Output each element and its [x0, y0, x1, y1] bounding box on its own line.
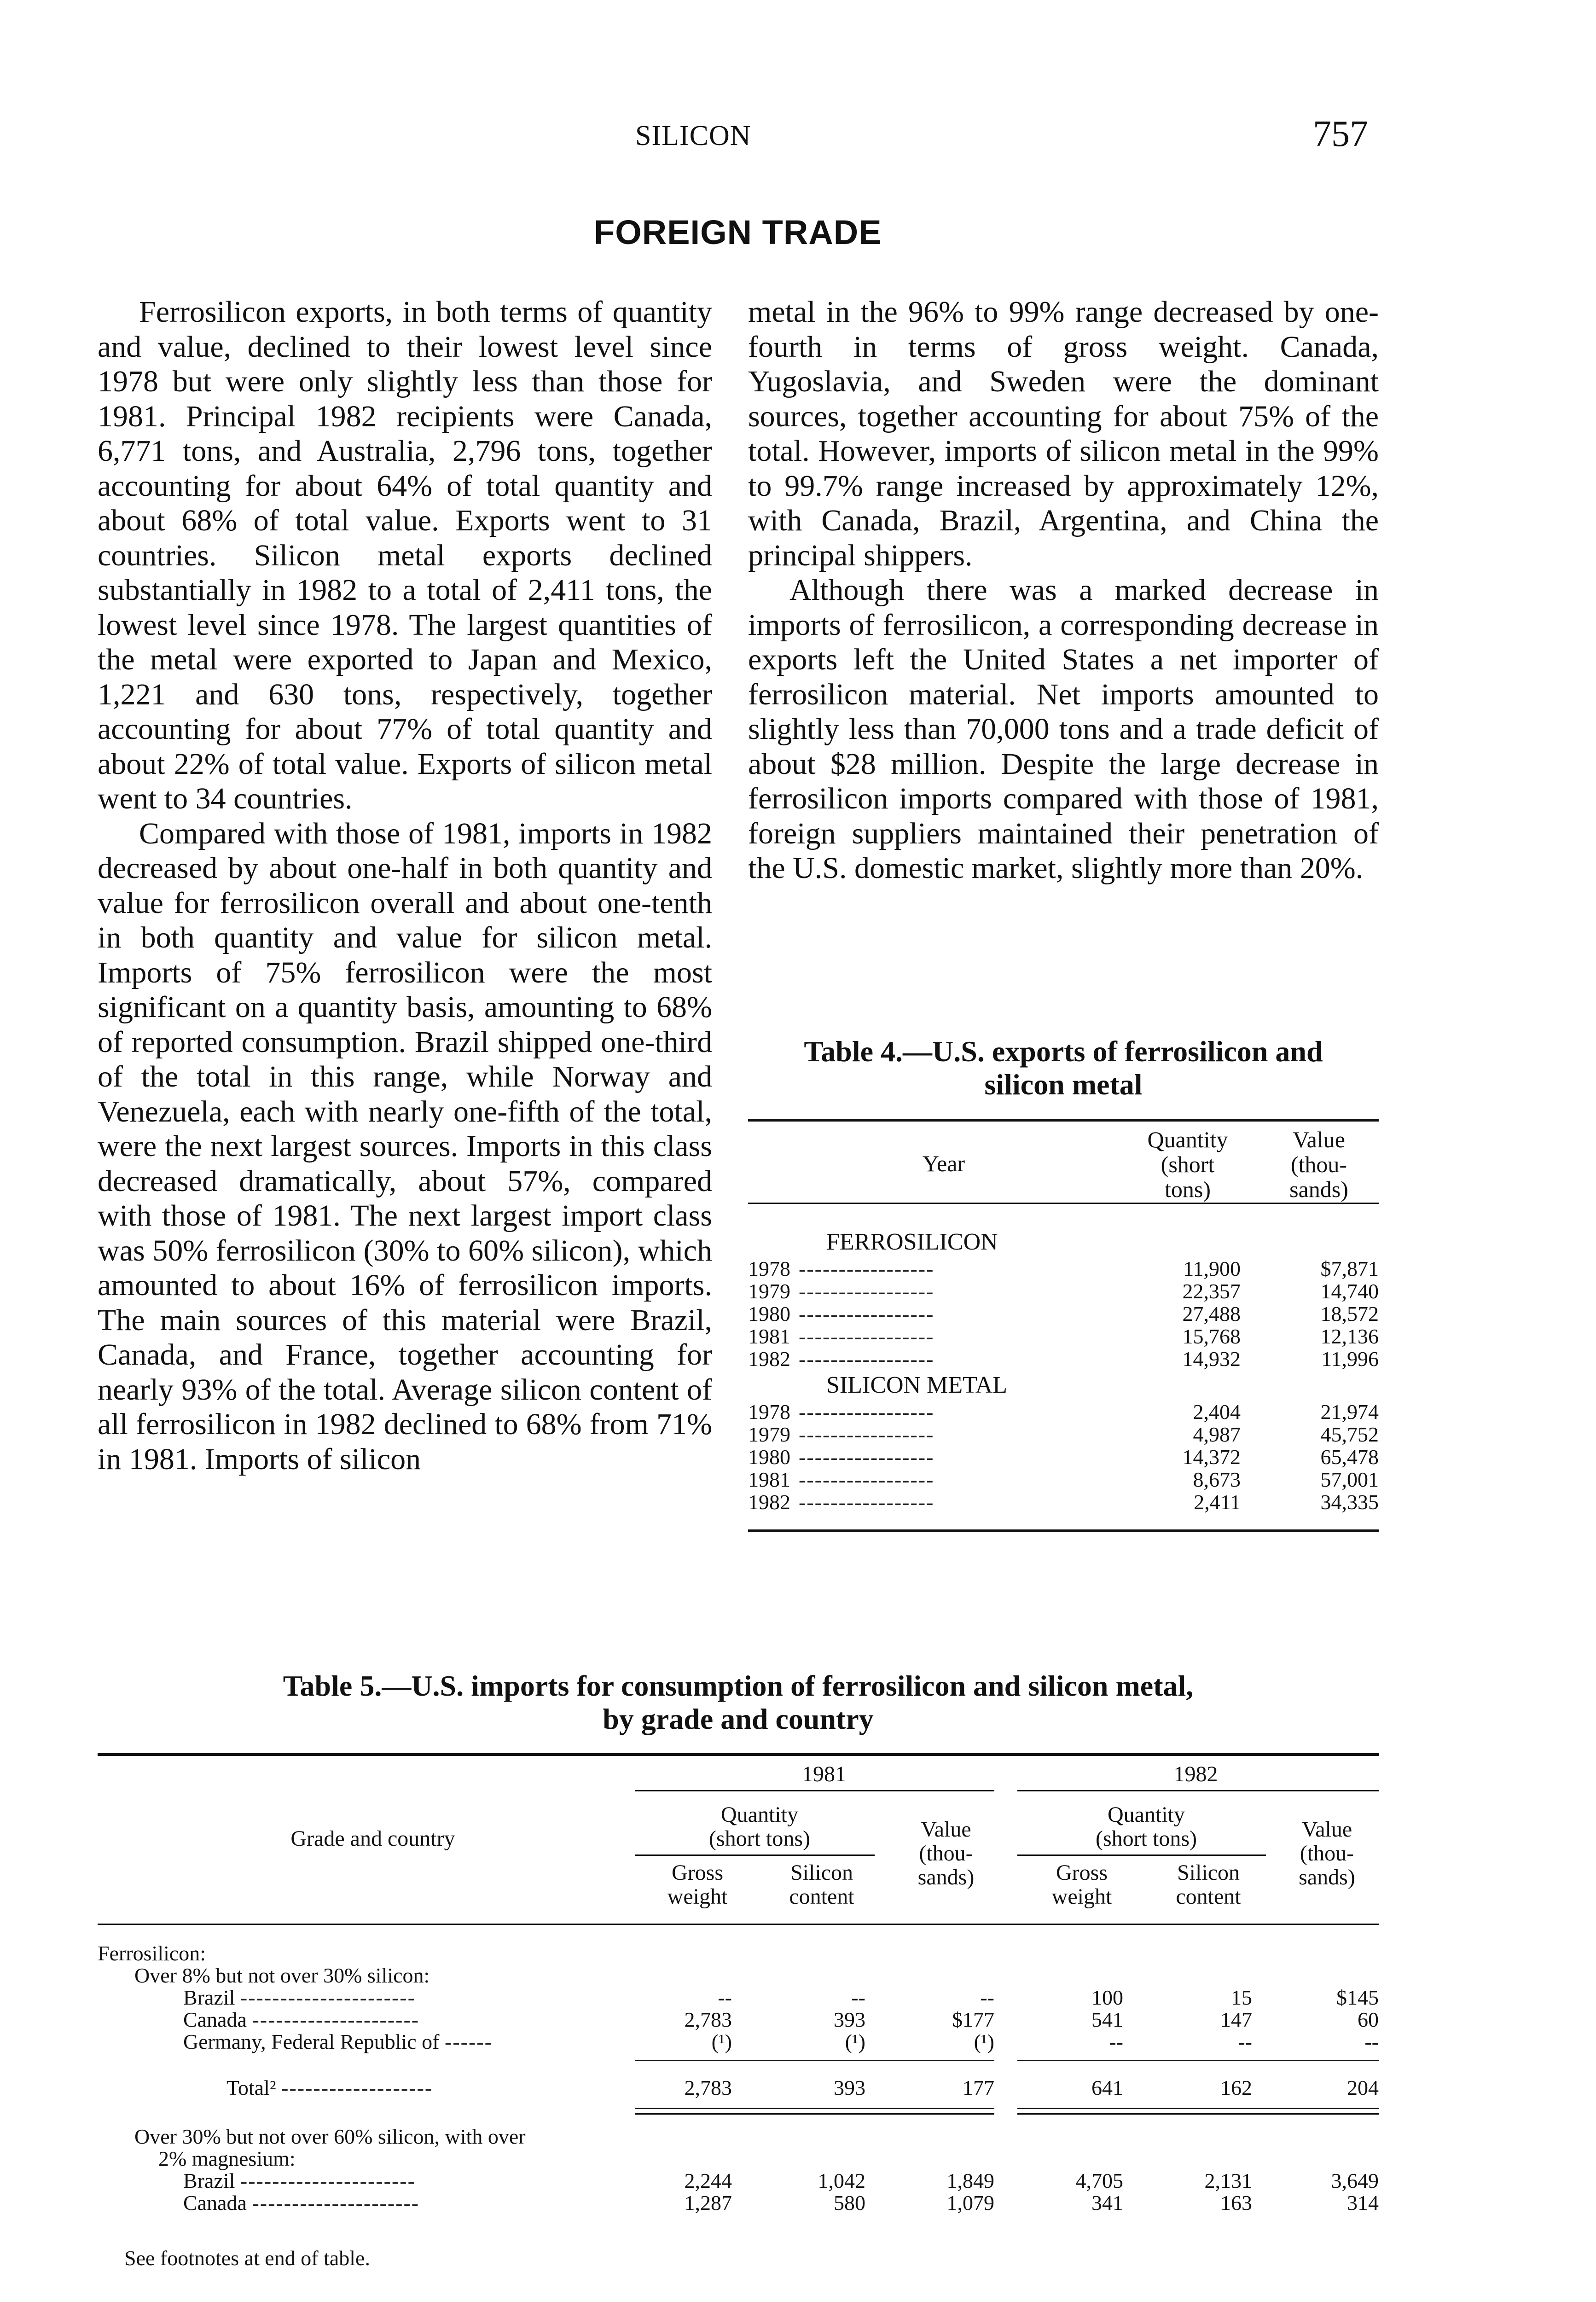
table-row [183, 1987, 416, 2008]
value-cell: 45,752 [1320, 1423, 1379, 1446]
table5-gross-1982 [1017, 1861, 1146, 1909]
cell-value-1982: $145 [1336, 1986, 1379, 2009]
cell-gross-1982: 100 [1091, 1986, 1123, 2009]
cell-gross-1981: 1,287 [684, 2191, 732, 2215]
value-cell: $7,871 [1320, 1257, 1379, 1280]
cell-value-1981: 1,849 [946, 2169, 994, 2192]
cell-silicon-1982: 15 [1231, 1986, 1252, 2009]
table4-col-quantity [1123, 1127, 1252, 1202]
cell-value-1981: 177 [963, 2076, 994, 2099]
leader-dots: ----------------- [799, 1257, 934, 1280]
section-title: FOREIGN TRADE [594, 213, 882, 251]
header-line: content [789, 1884, 854, 1909]
table4-title [748, 1035, 1379, 1101]
quantity-cell: 2,411 [1194, 1490, 1241, 1514]
table5-ferrosilicon-label: Ferrosilicon: [98, 1942, 206, 1965]
table5-gross-1981 [635, 1861, 760, 1909]
value-cell: 12,136 [1320, 1325, 1379, 1348]
header-line: weight [1051, 1884, 1112, 1909]
leader-dots: ---------------------- [240, 1986, 416, 2009]
year-cell: 1982 [748, 1347, 790, 1371]
header-line: sands) [1299, 1865, 1355, 1889]
page-header [0, 114, 1596, 175]
table5-top-rule [98, 1753, 1379, 1756]
quantity-cell: 14,932 [1182, 1347, 1241, 1371]
cell-value-1982: 60 [1358, 2008, 1379, 2031]
leader-dots: ------ [445, 2030, 493, 2053]
table5-title [98, 1669, 1379, 1736]
cell-silicon-1981: (¹) [845, 2030, 865, 2053]
cell-silicon-1982: 163 [1220, 2191, 1252, 2215]
total-label: Total² [226, 2076, 276, 2099]
table5-silicon-1982 [1146, 1861, 1271, 1909]
cell-silicon-1981: 1,042 [818, 2169, 865, 2192]
country-cell: Brazil [183, 2169, 235, 2192]
table-row [183, 2192, 419, 2214]
cell-silicon-1981: 393 [834, 2008, 865, 2031]
table5-quantity-rule-1982 [1017, 1854, 1266, 1856]
table-row [748, 1325, 1379, 1348]
header-line: weight [667, 1884, 728, 1909]
total-rule [1017, 2108, 1379, 2109]
cell-silicon-1981: 580 [834, 2191, 865, 2215]
year-cell: 1981 [748, 1468, 790, 1491]
leader-dots: ----------------- [799, 1468, 934, 1491]
value-cell: 65,478 [1320, 1445, 1379, 1469]
table5-title-line: by grade and country [603, 1703, 874, 1735]
cell-value-1982: 314 [1347, 2191, 1379, 2215]
header-line: Silicon [790, 1860, 853, 1885]
header-line: (thou- [919, 1841, 973, 1866]
header-line: Value [1301, 1817, 1352, 1842]
table5-footnote: See footnotes at end of table. [124, 2246, 370, 2270]
cell-gross-1982: 641 [1091, 2076, 1123, 2099]
header-line: Gross [1056, 1860, 1108, 1885]
table5-quantity-head-1981 [635, 1803, 884, 1851]
table-row [748, 1468, 1379, 1491]
paragraph: Although there was a marked decrease in imports of ferrosilicon, a corresponding decrease in exports left the United States a net importer of ferrosilicon material. Net imports amounted to slightly less than 70,000 tons and a trade deficit of about $28 million. Despite the large decrease in ferrosilicon imports compared with those of 1981, foreign suppliers maintained their penetration of the U.S. domestic market, slightly more than 20%. [748, 573, 1379, 885]
value-cell: 21,974 [1320, 1400, 1379, 1424]
total-rule [635, 2108, 994, 2109]
leader-dots: --------------------- [252, 2008, 420, 2031]
subtotal-rule [635, 2060, 994, 2061]
cell-gross-1981: 2,783 [684, 2008, 732, 2031]
country-cell: Brazil [183, 1986, 235, 2009]
quantity-cell: 8,673 [1193, 1468, 1241, 1491]
leader-dots: ----------------- [799, 1280, 934, 1302]
cell-gross-1981: 2,244 [684, 2169, 732, 2192]
quantity-cell: 22,357 [1182, 1279, 1241, 1303]
table5-silicon-1981 [760, 1861, 884, 1909]
header-line: (short tons) [1096, 1826, 1197, 1851]
year-cell: 1979 [748, 1423, 790, 1446]
table-row [748, 1348, 1379, 1370]
cell-gross-1981: (¹) [711, 2030, 732, 2053]
table4-section-ferrosilicon: FERROSILICON [826, 1229, 998, 1255]
table4-header-rule [748, 1203, 1379, 1204]
header-line: sands) [917, 1865, 975, 1889]
cell-value-1981: -- [980, 1986, 994, 2009]
country-cell: Germany, Federal Republic of [183, 2030, 440, 2053]
paragraph: Ferrosilicon exports, in both terms of quantity and value, declined to their lowest level since 1978 but were only slightly less than those for 1981. Principal 1982 recipients were Canada, 6,771 tons, and Australia, 2,796 tons, together accounting for about 64% of total quantity and about 68% of total value. Exports went to 31 countries. Silicon metal exports declined substantially in 1982 to a total of 2,411 tons, the lowest level since 1978. The largest quantities of the metal were exported to Japan and Mexico, 1,221 and 630 tons, respectively, together accounting for about 77% of total quantity and about 22% of total value. Exports of silicon metal went to 34 countries. [98, 295, 712, 815]
table5-value-1982 [1275, 1818, 1379, 1889]
cell-silicon-1982: 2,131 [1204, 2169, 1252, 2192]
cell-silicon-1981: 393 [834, 2076, 865, 2099]
leader-dots: ----------------- [799, 1446, 934, 1468]
year-cell: 1978 [748, 1257, 790, 1280]
page-number: 757 [1313, 114, 1368, 154]
table5-year-1981: 1981 [802, 1762, 846, 1786]
cell-gross-1982: 341 [1091, 2191, 1123, 2215]
table5-quantity-rule-1981 [635, 1854, 875, 1856]
cell-value-1981: 1,079 [946, 2191, 994, 2215]
cell-value-1982: 204 [1347, 2076, 1379, 2099]
cell-silicon-1982: -- [1238, 2030, 1252, 2053]
value-cell: 11,996 [1321, 1347, 1379, 1371]
table5-group1-label: Over 8% but not over 30% silicon: [134, 1964, 430, 1987]
value-cell: 57,001 [1320, 1468, 1379, 1491]
header-line: content [1176, 1884, 1241, 1909]
table-row [748, 1257, 1379, 1280]
cell-gross-1982: 4,705 [1075, 2169, 1123, 2192]
cell-value-1981: (¹) [974, 2030, 994, 2053]
table5-quantity-head-1982 [1017, 1803, 1275, 1851]
quantity-cell: 4,987 [1193, 1423, 1241, 1446]
table-row [748, 1423, 1379, 1446]
table5-group2-label: Over 30% but not over 60% silicon, with over [134, 2125, 526, 2148]
table4-col-value [1261, 1127, 1376, 1202]
header-line: (short [1161, 1151, 1215, 1177]
table-row [748, 1491, 1379, 1513]
header-line: Quantity [1108, 1802, 1185, 1827]
header-line: Silicon [1177, 1860, 1240, 1885]
table5-header-rule [98, 1924, 1379, 1925]
value-cell: 18,572 [1320, 1302, 1379, 1325]
header-line: (thou- [1290, 1151, 1347, 1177]
total-rule [1017, 2113, 1379, 2115]
quantity-cell: 27,488 [1182, 1302, 1241, 1325]
table4-section-silicon-metal: SILICON METAL [826, 1372, 1008, 1398]
table-row [748, 1401, 1379, 1423]
right-column [748, 295, 1379, 886]
cell-gross-1981: -- [718, 1986, 732, 2009]
header-line: Gross [671, 1860, 723, 1885]
cell-gross-1982: 541 [1091, 2008, 1123, 2031]
value-cell: 34,335 [1320, 1490, 1379, 1514]
header-line: sands) [1289, 1176, 1348, 1202]
table4-col-year: Year [922, 1151, 965, 1176]
quantity-cell: 2,404 [1193, 1400, 1241, 1424]
table-row [183, 2031, 493, 2052]
leader-dots: ----------------- [799, 1491, 934, 1513]
cell-value-1982: -- [1364, 2030, 1379, 2053]
quantity-cell: 11,900 [1183, 1257, 1241, 1280]
country-cell: Canada [183, 2008, 247, 2031]
cell-value-1981: $177 [952, 2008, 994, 2031]
running-head: SILICON [635, 120, 751, 151]
year-cell: 1979 [748, 1279, 790, 1303]
table5-year-rule-1981 [635, 1790, 994, 1791]
leader-dots: ----------------- [799, 1302, 934, 1325]
leader-dots: --------------------- [252, 2191, 420, 2215]
table-row [183, 2170, 416, 2192]
year-cell: 1982 [748, 1490, 790, 1514]
table-row [183, 2009, 419, 2030]
table-row [748, 1280, 1379, 1302]
cell-gross-1981: 2,783 [684, 2076, 732, 2099]
table5-year-1982: 1982 [1173, 1762, 1218, 1786]
table4-body [748, 1227, 1379, 1513]
table5-group2-label: 2% magnesium: [158, 2147, 296, 2170]
year-cell: 1980 [748, 1445, 790, 1469]
table5-year-rule-1982 [1017, 1790, 1379, 1791]
left-column [98, 295, 712, 1477]
paragraph: metal in the 96% to 99% range decreased by one-fourth in terms of gross weight. Canada, Yugoslavia, and Sweden were the dominant sources, together accounting for about 75% of the total. However, imports of silicon metal in the 99% to 99.7% range increased by approximately 12%, with Canada, Brazil, Argentina, and China the principal shippers. [748, 295, 1379, 572]
header-line: Value [1293, 1127, 1345, 1152]
quantity-cell: 15,768 [1182, 1325, 1241, 1348]
total-rule [635, 2113, 994, 2115]
table4-bottom-rule [748, 1529, 1379, 1532]
cell-gross-1982: -- [1109, 2030, 1123, 2053]
table5-value-1981 [884, 1818, 1008, 1889]
table5-col-grade: Grade and country [290, 1826, 455, 1851]
table5-title-line: Table 5.—U.S. imports for consumption of ferrosilicon and silicon metal, [283, 1669, 1194, 1702]
header-line: Value [921, 1817, 971, 1842]
leader-dots: ----------------- [799, 1401, 934, 1423]
year-cell: 1981 [748, 1325, 790, 1348]
header-line: Quantity [721, 1802, 798, 1827]
subtotal-rule [1017, 2060, 1379, 2061]
leader-dots: ----------------- [799, 1348, 934, 1370]
cell-value-1982: 3,649 [1331, 2169, 1379, 2192]
total-row [226, 2077, 433, 2099]
header-line: (short tons) [709, 1826, 810, 1851]
header-line: tons) [1165, 1176, 1211, 1202]
header-line: Quantity [1147, 1127, 1228, 1152]
leader-dots: ---------------------- [240, 2169, 416, 2192]
year-cell: 1980 [748, 1302, 790, 1325]
cell-silicon-1982: 162 [1220, 2076, 1252, 2099]
table4-title-line: silicon metal [984, 1068, 1143, 1101]
value-cell: 14,740 [1320, 1279, 1379, 1303]
leader-dots: ----------------- [799, 1423, 934, 1446]
leader-dots: ----------------- [799, 1325, 934, 1348]
table4-top-rule [748, 1119, 1379, 1122]
table-row [748, 1446, 1379, 1468]
country-cell: Canada [183, 2191, 247, 2215]
cell-silicon-1981: -- [851, 1986, 865, 2009]
cell-silicon-1982: 147 [1220, 2008, 1252, 2031]
leader-dots: ------------------- [281, 2076, 433, 2099]
header-line: (thou- [1300, 1841, 1354, 1866]
year-cell: 1978 [748, 1400, 790, 1424]
quantity-cell: 14,372 [1182, 1445, 1241, 1469]
paragraph: Compared with those of 1981, imports in 1982 decreased by about one-half in both quantity and value for ferrosilicon overall and about one-tenth in both quantity and value for silicon metal. Imports of 75% ferrosilicon were the most significant on a quantity basis, amounting to 68% of reported consumption. Brazil shipped one-third of the total in this range, while Norway and Venezuela, each with nearly one-fifth of the total, were the next largest sources. Imports in this class decreased dramatically, about 57%, compared with those of 1981. The next largest import class was 50% ferrosilicon (30% to 60% silicon), which amounted to about 16% of ferrosilicon imports. The main sources of this material were Brazil, Canada, and France, together accounting for nearly 93% of the total. Average silicon content of all ferrosilicon in 1982 declined to 68% from 71% in 1981. Imports of silicon [98, 816, 712, 1476]
table4-title-line: Table 4.—U.S. exports of ferrosilicon and [804, 1035, 1323, 1068]
table-row [748, 1302, 1379, 1325]
